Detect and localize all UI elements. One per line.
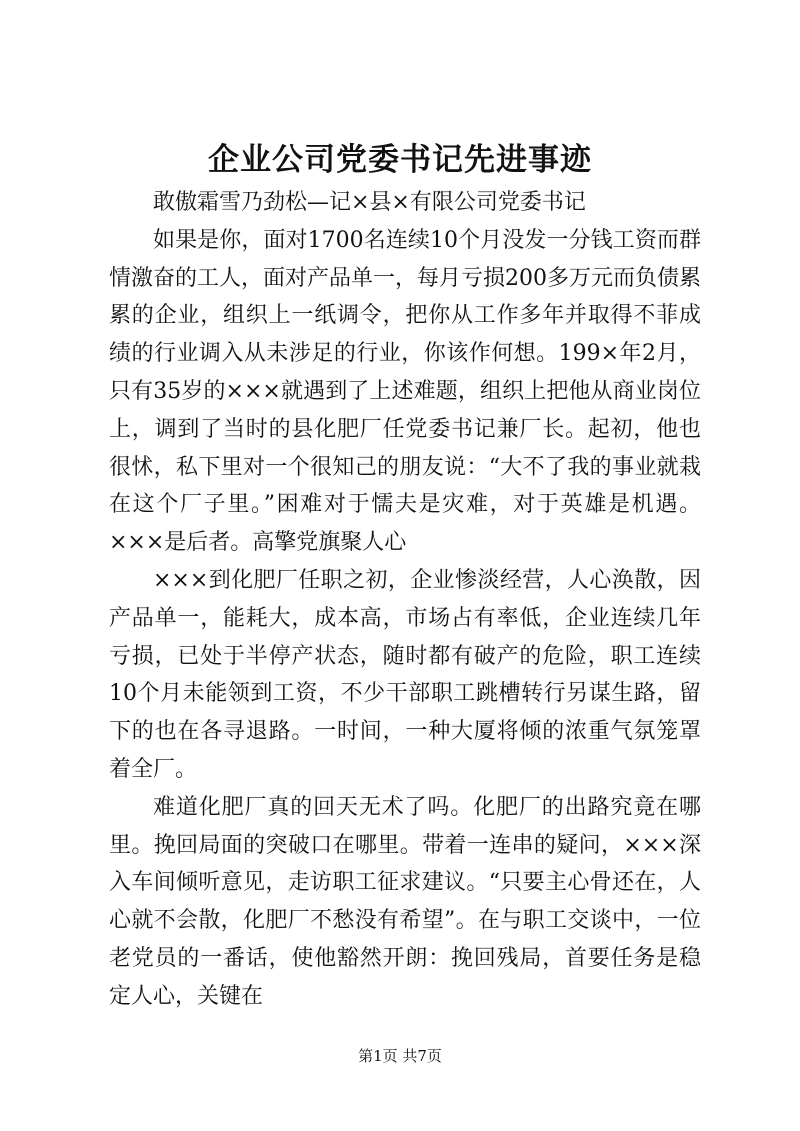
paragraph-2: ×××到化肥厂任职之初，企业惨淡经营，人心涣散，因产品单一，能耗大，成本高，市场占有率低，企业连续几年亏损，已处于半停产状态，随时都有破产的危险，职工连续10个月未能领到工资，不少干部职工跳槽转行另谋生路，留下的也在各寻退路。一时间，一种大厦将倾的浓重气氛笼罩着全厂。 [109,567,701,782]
document-subtitle: 敢傲霜雪乃劲松—记×县×有限公司党委书记 [153,190,586,215]
document-title: 企业公司党委书记先进事迹 [208,142,592,178]
paragraph-1: 如果是你，面对1700名连续10个月没发一分钱工资而群情激奋的工人，面对产品单一，每月亏损200多万元而负债累累的企业，组织上一纸调令，把你从工作多年并取得不菲成绩的行业调入从未涉足的行业，你该作何想。199×年2月，只有35岁的×××就遇到了上述难题，组织上把他从商业岗位上，调到了当时的县化肥厂任党委书记兼厂长。起初，他也很怵，私下里对一个很知己的朋友说：“大不了我的事业就栽在这个厂子里。”困难对于懦夫是灾难，对于英雄是机遇。×××是后者。高擎党旗聚人心 [109,227,701,556]
document-body [109,184,701,1016]
page-number-footer: 第1页 共7页 [358,1047,442,1065]
paragraph-3: 难道化肥厂真的回天无术了吗。化肥厂的出路究竟在哪里。挽回局面的突破口在哪里。带着一连串的疑问，×××深入车间倾听意见，走访职工征求建议。“只要主心骨还在，人心就不会散，化肥厂不愁没有希望”。在与职工交谈中，一位老党员的一番话，使他豁然开朗：挽回残局，首要任务是稳定人心，关键在 [109,794,701,1009]
